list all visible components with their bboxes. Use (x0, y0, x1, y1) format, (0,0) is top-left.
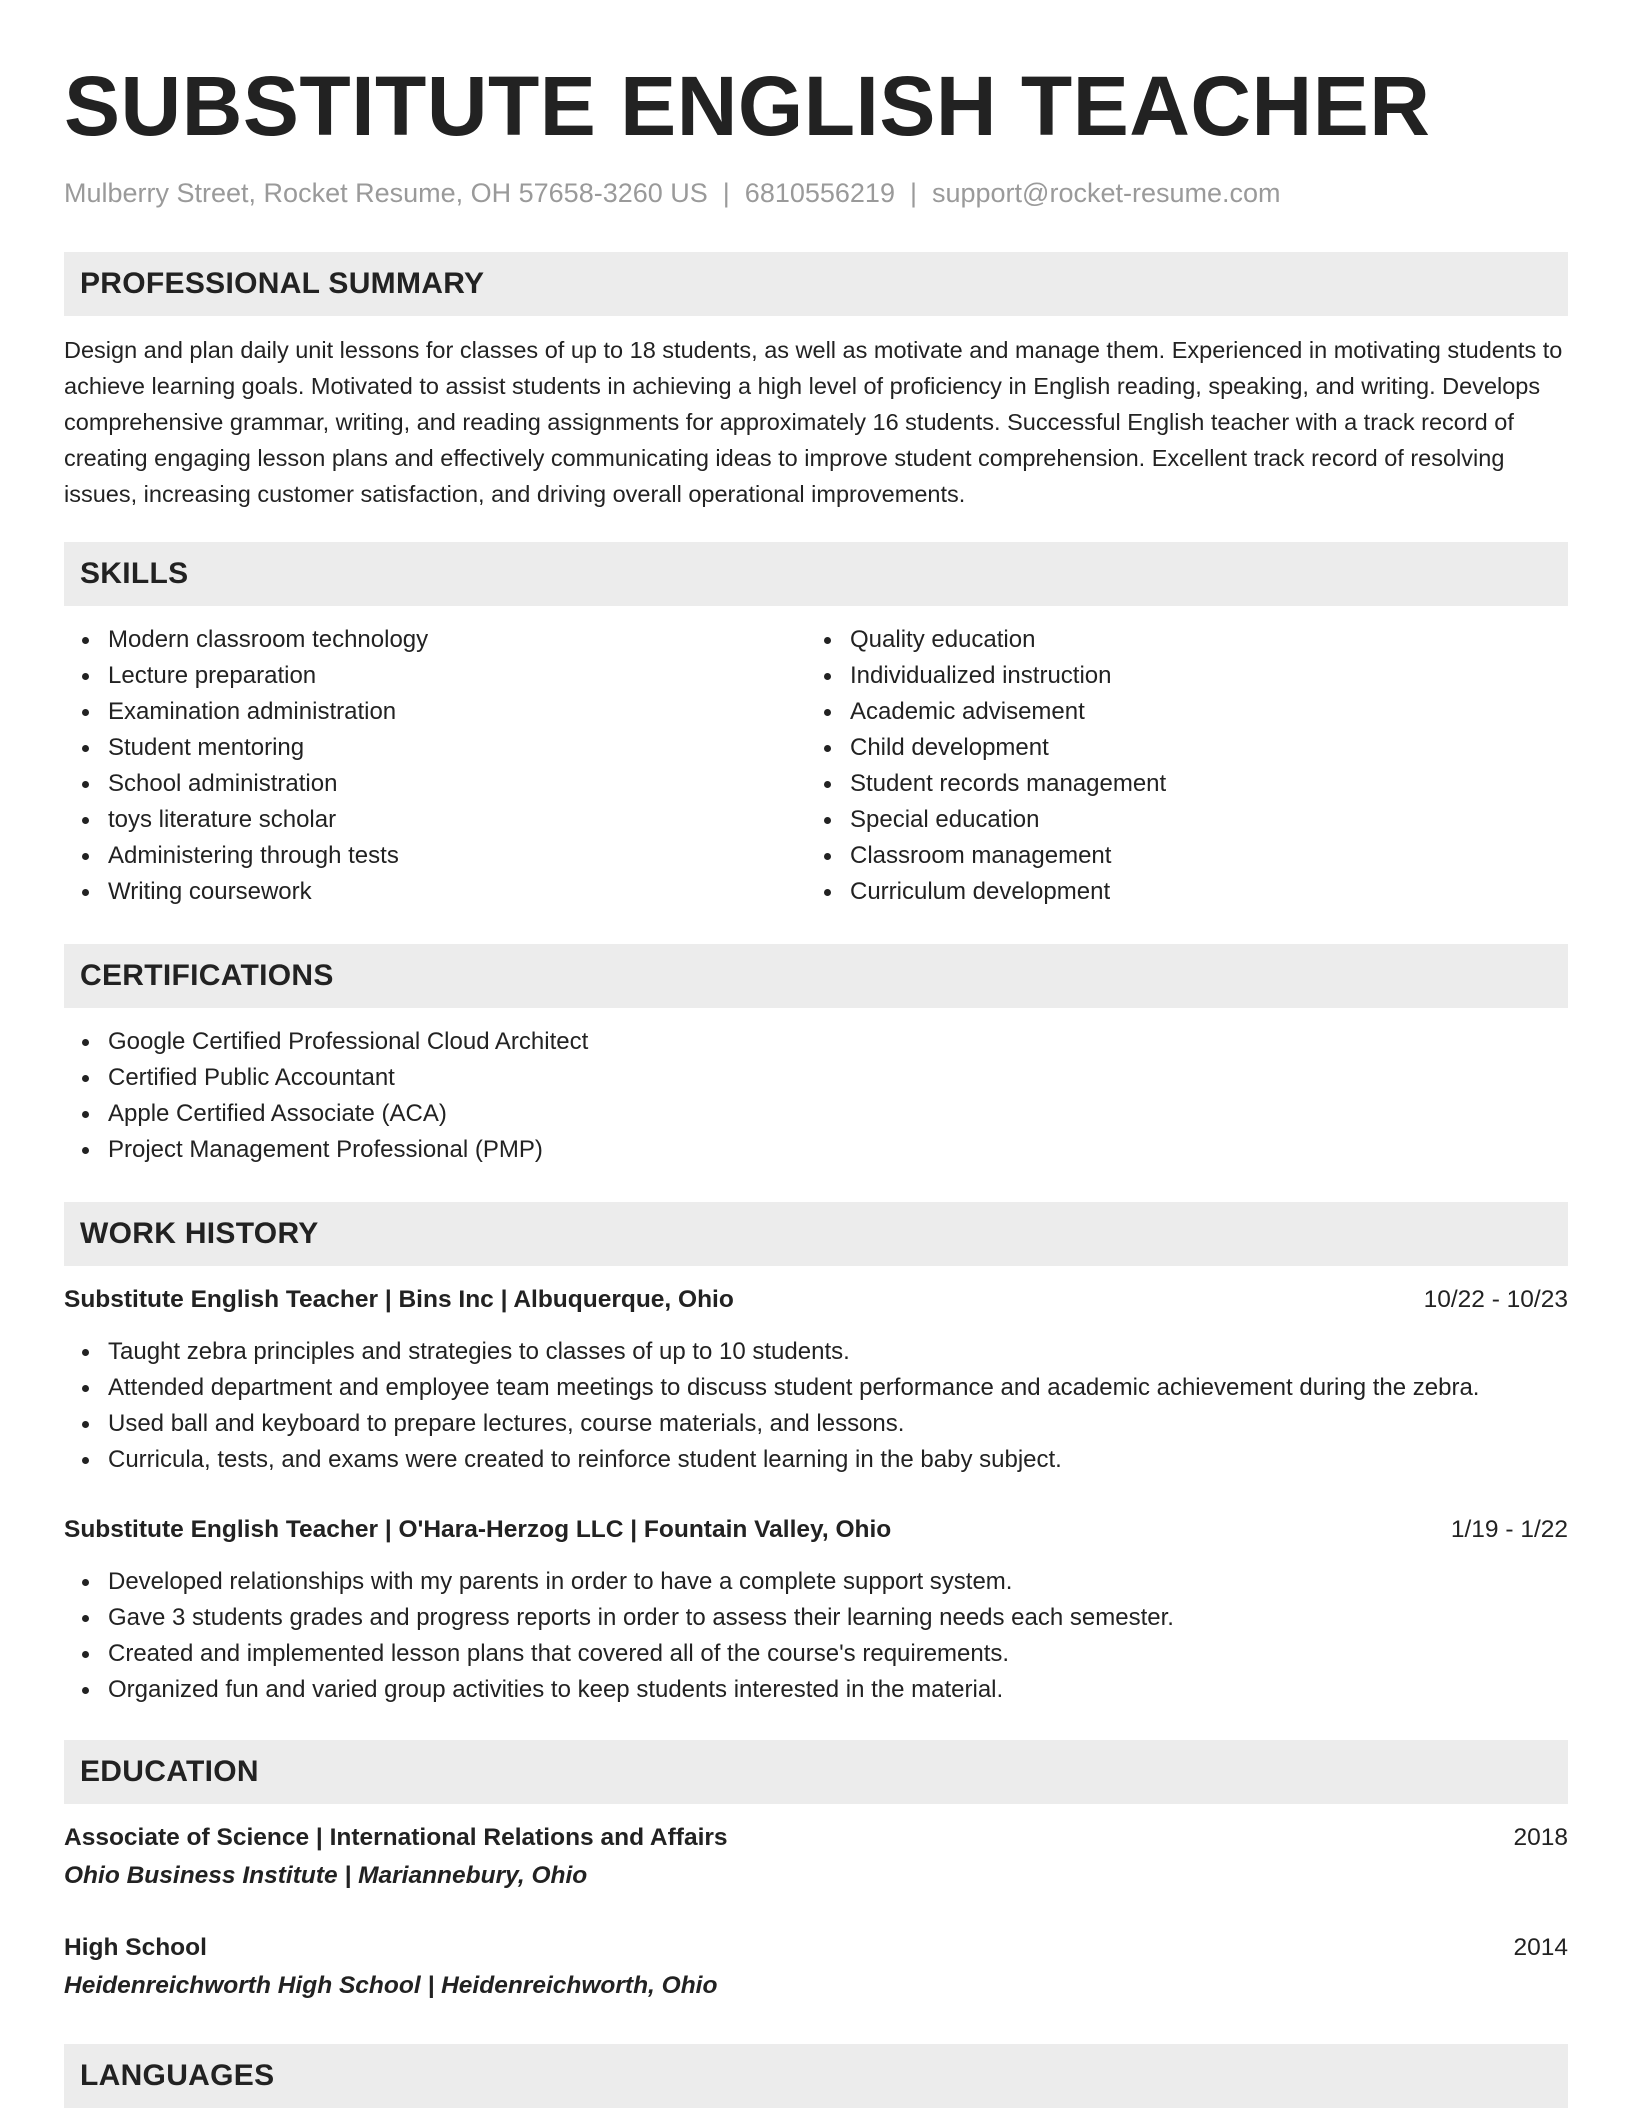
skill-item: Academic advisement (806, 694, 1548, 730)
skill-item: Modern classroom technology (64, 622, 806, 658)
skills-list-left (64, 622, 806, 910)
education-year: 2018 (1513, 1824, 1568, 1851)
skill-item: Examination administration (64, 694, 806, 730)
certification-item: Apple Certified Associate (ACA) (64, 1096, 1568, 1132)
job-bullet: Used ball and keyboard to prepare lectures, course materials, and lessons. (64, 1406, 1568, 1442)
job-dates: 10/22 - 10/23 (1423, 1286, 1568, 1313)
education-school: Heidenreichworth High School | Heidenreichworth, Ohio (64, 1972, 718, 1999)
skill-item: Administering through tests (64, 838, 806, 874)
skill-item: Writing coursework (64, 874, 806, 910)
contact-separator: | (722, 178, 730, 208)
skills-grid (64, 622, 1568, 910)
education-header (64, 1820, 1568, 1856)
education-degree: High School (64, 1934, 207, 1961)
summary-text: Design and plan daily unit lessons for classes of up to 18 students, as well as motivate and manage them. Experienced in motivating students to achieve learning goals. Motivated to assist students in achieving a high level of proficiency in English reading, speaking, and writing. Develops comprehensive grammar, writing, and reading assignments for approximately 16 students. Successful English teacher with a track record of creating engaging lesson plans and effectively communicating ideas to improve student comprehension. Excellent track record of resolving issues, increasing customer satisfaction, and driving overall operational improvements. (64, 337, 1563, 507)
education-year: 2014 (1513, 1934, 1568, 1961)
job-header (64, 1282, 1568, 1318)
contact-phone: 6810556219 (744, 178, 895, 208)
skill-item: Special education (806, 802, 1548, 838)
education-entry (64, 1930, 1568, 2004)
job-bullet: Curricula, tests, and exams were created to reinforce student learning in the baby subject. (64, 1442, 1568, 1478)
education-degree: Associate of Science | International Relations and Affairs (64, 1824, 728, 1851)
skill-item: toys literature scholar (64, 802, 806, 838)
certifications-list (64, 1024, 1568, 1168)
contact-line (64, 176, 1568, 210)
contact-separator: | (909, 178, 917, 208)
education-school: Ohio Business Institute | Mariannebury, Ohio (64, 1862, 588, 1889)
skills-list-right (806, 622, 1548, 910)
certification-item: Project Management Professional (PMP) (64, 1132, 1568, 1168)
skill-item: School administration (64, 766, 806, 802)
candidate-name: SUBSTITUTE ENGLISH TEACHER (64, 59, 1431, 153)
job-bullet: Developed relationships with my parents in order to have a complete support system. (64, 1564, 1568, 1600)
job-bullet: Created and implemented lesson plans that covered all of the course's requirements. (64, 1636, 1568, 1672)
skill-item: Quality education (806, 622, 1548, 658)
job-bullets (64, 1564, 1568, 1708)
job-bullet: Attended department and employee team meetings to discuss student performance and academic achievement during the zebra. (64, 1370, 1568, 1406)
job-title: Substitute English Teacher | Bins Inc | Albuquerque, Ohio (64, 1286, 734, 1313)
skill-item: Student mentoring (64, 730, 806, 766)
job-bullet: Gave 3 students grades and progress reports in order to assess their learning needs each semester. (64, 1600, 1568, 1636)
education-header (64, 1930, 1568, 1966)
languages-section-header: LANGUAGES (64, 2044, 1568, 2108)
work-section-header: WORK HISTORY (64, 1202, 1568, 1266)
education-entry (64, 1820, 1568, 1894)
skill-item: Classroom management (806, 838, 1548, 874)
job-title: Substitute English Teacher | O'Hara-Herzog LLC | Fountain Valley, Ohio (64, 1516, 892, 1543)
job-entry (64, 1282, 1568, 1478)
certification-item: Certified Public Accountant (64, 1060, 1568, 1096)
summary-section-header: PROFESSIONAL SUMMARY (64, 252, 1568, 316)
skills-section-header: SKILLS (64, 542, 1568, 606)
job-bullet: Taught zebra principles and strategies to classes of up to 10 students. (64, 1334, 1568, 1370)
job-bullets (64, 1334, 1568, 1478)
skill-item: Student records management (806, 766, 1548, 802)
job-entry (64, 1512, 1568, 1708)
contact-address: Mulberry Street, Rocket Resume, OH 57658-3260 US (64, 178, 708, 208)
education-section-header: EDUCATION (64, 1740, 1568, 1804)
skill-item: Individualized instruction (806, 658, 1548, 694)
job-header (64, 1512, 1568, 1548)
job-dates: 1/19 - 1/22 (1450, 1516, 1568, 1543)
skill-item: Child development (806, 730, 1548, 766)
certification-item: Google Certified Professional Cloud Architect (64, 1024, 1568, 1060)
skill-item: Lecture preparation (64, 658, 806, 694)
certifications-section-header: CERTIFICATIONS (64, 944, 1568, 1008)
skill-item: Curriculum development (806, 874, 1548, 910)
job-bullet: Organized fun and varied group activities to keep students interested in the material. (64, 1672, 1568, 1708)
contact-email: support@rocket-resume.com (931, 178, 1281, 208)
